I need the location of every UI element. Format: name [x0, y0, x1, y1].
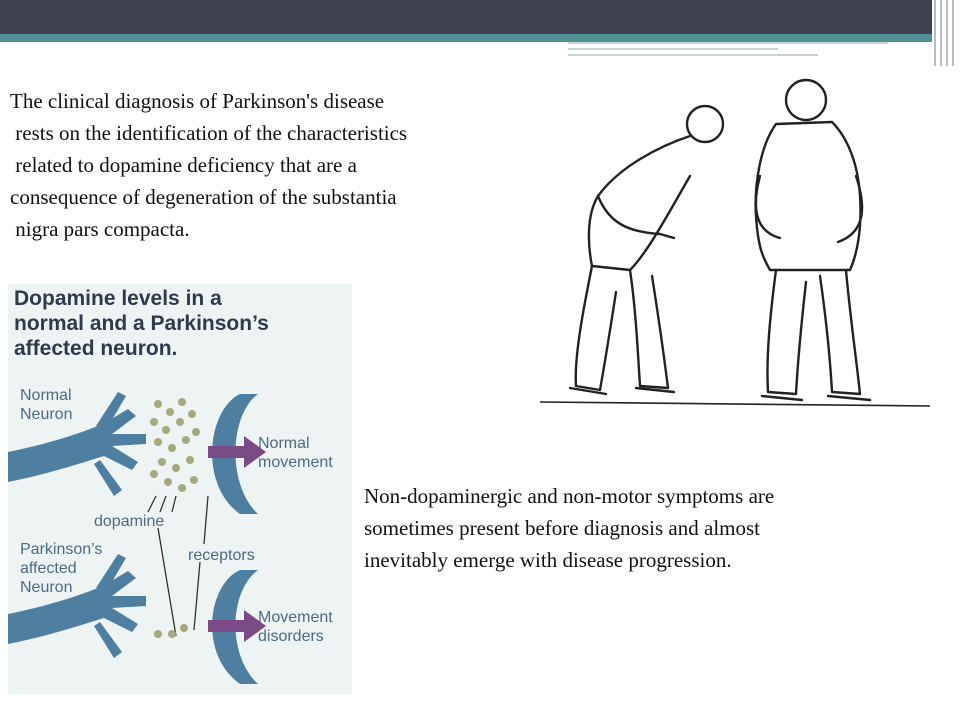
left-figure-arm	[598, 196, 674, 238]
figure-title: Dopamine levels in a normal and a Parkinson’s affected neuron.	[14, 287, 269, 360]
dopamine-label: dopamine	[94, 513, 165, 530]
decorative-rails	[932, 0, 960, 66]
outro-paragraph: Non-dopaminergic and non-motor symptoms are sometimes present before diagnosis and almost inevitably emerge with disease progression.	[364, 484, 775, 572]
dopamine-dots-normal	[150, 398, 200, 492]
left-figure-head	[687, 106, 723, 142]
normal-movement-label: Normal movement	[258, 435, 333, 471]
title-bar	[0, 0, 932, 34]
parkinsons-posture-illustration	[540, 56, 930, 416]
parkinsons-neuron-label: Parkinson’s affected Neuron	[20, 541, 103, 596]
left-figure-leg-back	[576, 266, 616, 390]
right-figure-leg-right	[820, 270, 860, 394]
dopamine-dots-parkinsons	[154, 624, 188, 638]
ground-line	[540, 402, 930, 406]
right-figure-arms	[756, 176, 862, 242]
movement-disorders-label: Movement disorders	[258, 609, 333, 645]
accent-band	[0, 34, 932, 42]
dopamine-figure	[8, 284, 352, 694]
right-figure-torso	[756, 122, 861, 270]
left-figure-torso	[589, 136, 690, 270]
left-figure-feet	[570, 388, 674, 394]
right-figure-feet	[762, 396, 870, 400]
right-figure-head	[786, 80, 826, 120]
intro-paragraph: The clinical diagnosis of Parkinson's disease rests on the identification of the characteristics related to dopamine deficiency that are a consequence of degeneration of the substantia nigra pars compacta.	[10, 89, 408, 241]
normal-neuron-label: Normal Neuron	[20, 387, 73, 423]
receptors-label: receptors	[188, 547, 255, 564]
left-figure-leg-front	[630, 270, 668, 388]
right-figure-leg-left	[767, 270, 806, 394]
